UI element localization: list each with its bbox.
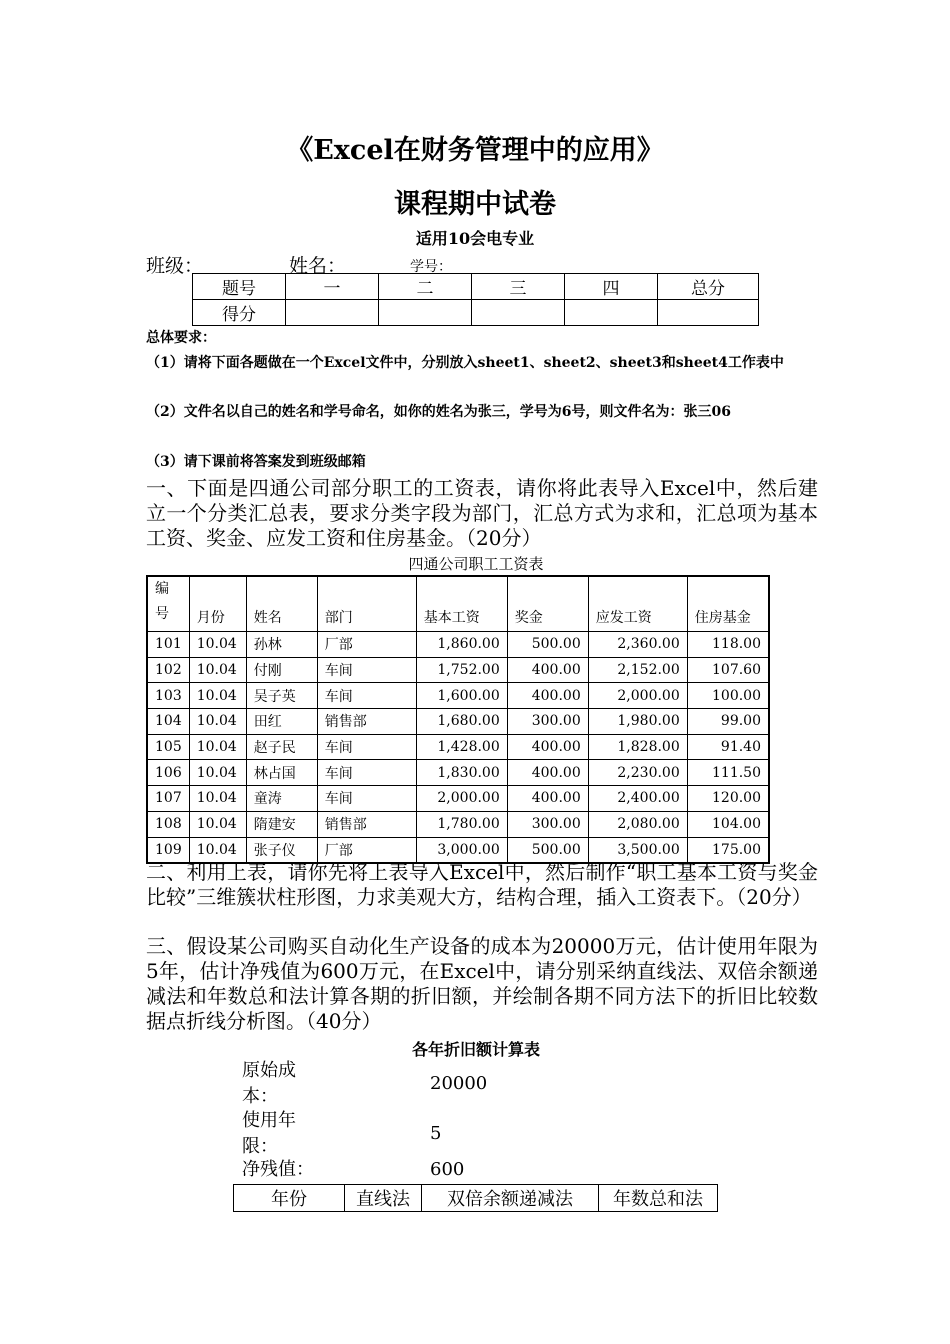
gross-pay-cell: 2,360.00 <box>588 632 687 658</box>
department-cell: 车间 <box>317 657 416 683</box>
header-cell: 年份 <box>234 1185 345 1212</box>
header-cell: 直线法 <box>345 1185 422 1212</box>
applicability-note: 适用10会电专业 <box>415 229 535 248</box>
original-cost-value: 20000 <box>430 1073 488 1094</box>
department-cell: 车间 <box>317 683 416 709</box>
month-cell: 10.04 <box>189 683 246 709</box>
table-row <box>147 683 769 709</box>
housing-fund-cell: 111.50 <box>687 760 769 786</box>
requirement-item: （2）文件名以自己的姓名和学号命名，如你的姓名为张三，学号为6号，则文件名为：张三06 <box>146 404 731 420</box>
gross-pay-cell: 1,828.00 <box>588 734 687 760</box>
bonus-cell: 400.00 <box>507 786 588 812</box>
header-cell: 基本工资 <box>416 576 507 632</box>
housing-fund-cell: 118.00 <box>687 632 769 658</box>
department-cell: 销售部 <box>317 811 416 837</box>
id-cell: 109 <box>147 837 189 863</box>
name-cell: 张子仪 <box>246 837 317 863</box>
name-cell: 赵子民 <box>246 734 317 760</box>
department-cell: 厂部 <box>317 632 416 658</box>
department-cell: 车间 <box>317 760 416 786</box>
score-cell: 一 <box>286 274 379 300</box>
score-value-row <box>193 300 759 326</box>
gross-pay-cell: 2,152.00 <box>588 657 687 683</box>
base-salary-cell: 3,000.00 <box>416 837 507 863</box>
score-header-row <box>193 274 759 300</box>
original-cost-label: 原始成本： <box>242 1060 296 1107</box>
useful-life-label: 使用年限： <box>242 1110 296 1157</box>
id-cell: 102 <box>147 657 189 683</box>
header-cell: 年数总和法 <box>599 1185 718 1212</box>
wage-table-caption: 四通公司职工工资表 <box>408 555 544 573</box>
bonus-cell: 400.00 <box>507 760 588 786</box>
base-salary-cell: 1,428.00 <box>416 734 507 760</box>
score-row-label: 得分 <box>193 300 286 326</box>
name-label: 姓名： <box>289 255 347 277</box>
month-cell: 10.04 <box>189 837 246 863</box>
bonus-cell: 400.00 <box>507 657 588 683</box>
score-blank <box>658 300 759 326</box>
month-cell: 10.04 <box>189 734 246 760</box>
name-cell: 隋建安 <box>246 811 317 837</box>
depreciation-table <box>233 1184 718 1212</box>
id-cell: 106 <box>147 760 189 786</box>
score-blank <box>379 300 472 326</box>
month-cell: 10.04 <box>189 709 246 735</box>
table-row <box>147 734 769 760</box>
wage-table-header-row <box>147 576 769 632</box>
name-cell: 童涛 <box>246 786 317 812</box>
question-1: 一、下面是四通公司部分职工的工资表，请你将此表导入Excel中，然后建立一个分类汇总表，要求分类字段为部门，汇总方式为求和，汇总项为基本工资、奖金、应发工资和住房基金。（20分） <box>146 476 818 550</box>
document-subtitle: 课程期中试卷 <box>394 189 556 220</box>
bonus-cell: 400.00 <box>507 734 588 760</box>
gross-pay-cell: 1,980.00 <box>588 709 687 735</box>
header-cell: 姓名 <box>246 576 317 632</box>
document-title: 《Excel在财务管理中的应用》 <box>286 135 664 166</box>
housing-fund-cell: 99.00 <box>687 709 769 735</box>
base-salary-cell: 1,780.00 <box>416 811 507 837</box>
housing-fund-cell: 100.00 <box>687 683 769 709</box>
month-cell: 10.04 <box>189 760 246 786</box>
department-cell: 车间 <box>317 786 416 812</box>
header-cell: 月份 <box>189 576 246 632</box>
requirements-heading: 总体要求： <box>146 330 216 346</box>
table-row <box>147 760 769 786</box>
salvage-value: 600 <box>430 1159 465 1180</box>
department-cell: 车间 <box>317 734 416 760</box>
bonus-cell: 500.00 <box>507 837 588 863</box>
wage-table <box>146 575 770 864</box>
question-2: 二、利用上表，请你先将上表导入Excel中，然后制作“职工基本工资与奖金比较”三维簇状柱形图，力求美观大方，结构合理，插入工资表下。（20分） <box>146 860 818 909</box>
bonus-cell: 300.00 <box>507 709 588 735</box>
bonus-cell: 500.00 <box>507 632 588 658</box>
bonus-cell: 400.00 <box>507 683 588 709</box>
base-salary-cell: 1,830.00 <box>416 760 507 786</box>
score-cell: 三 <box>472 274 565 300</box>
depreciation-header-row <box>234 1185 718 1212</box>
month-cell: 10.04 <box>189 786 246 812</box>
score-cell: 二 <box>379 274 472 300</box>
id-cell: 105 <box>147 734 189 760</box>
score-blank <box>565 300 658 326</box>
score-blank <box>472 300 565 326</box>
class-label: 班级： <box>146 255 204 277</box>
useful-life-value: 5 <box>430 1123 442 1144</box>
housing-fund-cell: 120.00 <box>687 786 769 812</box>
table-row <box>147 709 769 735</box>
student-id-label: 学号： <box>410 259 452 275</box>
housing-fund-cell: 107.60 <box>687 657 769 683</box>
gross-pay-cell: 2,000.00 <box>588 683 687 709</box>
department-cell: 销售部 <box>317 709 416 735</box>
header-cell: 住房基金 <box>687 576 769 632</box>
name-cell: 田红 <box>246 709 317 735</box>
id-cell: 101 <box>147 632 189 658</box>
table-row <box>147 786 769 812</box>
housing-fund-cell: 175.00 <box>687 837 769 863</box>
gross-pay-cell: 2,080.00 <box>588 811 687 837</box>
header-cell: 应发工资 <box>588 576 687 632</box>
month-cell: 10.04 <box>189 811 246 837</box>
base-salary-cell: 1,680.00 <box>416 709 507 735</box>
depreciation-caption: 各年折旧额计算表 <box>411 1040 540 1059</box>
table-row <box>147 811 769 837</box>
name-cell: 付刚 <box>246 657 317 683</box>
score-cell: 总分 <box>658 274 759 300</box>
gross-pay-cell: 3,500.00 <box>588 837 687 863</box>
month-cell: 10.04 <box>189 657 246 683</box>
header-cell: 双倍余额递减法 <box>422 1185 599 1212</box>
base-salary-cell: 1,752.00 <box>416 657 507 683</box>
housing-fund-cell: 104.00 <box>687 811 769 837</box>
housing-fund-cell: 91.40 <box>687 734 769 760</box>
base-salary-cell: 1,860.00 <box>416 632 507 658</box>
name-cell: 林占国 <box>246 760 317 786</box>
header-cell: 部门 <box>317 576 416 632</box>
table-row <box>147 657 769 683</box>
header-cell: 编号 <box>147 576 189 632</box>
id-cell: 107 <box>147 786 189 812</box>
requirement-item: （1）请将下面各题做在一个Excel文件中，分别放入sheet1、sheet2、sheet3和sheet4工作表中 <box>146 355 784 371</box>
header-cell: 奖金 <box>507 576 588 632</box>
table-row <box>147 632 769 658</box>
gross-pay-cell: 2,230.00 <box>588 760 687 786</box>
id-cell: 108 <box>147 811 189 837</box>
gross-pay-cell: 2,400.00 <box>588 786 687 812</box>
score-cell: 四 <box>565 274 658 300</box>
bonus-cell: 300.00 <box>507 811 588 837</box>
question-3: 三、假设某公司购买自动化生产设备的成本为20000万元，估计使用年限为5年，估计净残值为600万元，在Excel中，请分别采纳直线法、双倍余额递减法和年数总和法计算各期的折旧额，并绘制各期不同方法下的折旧比较数据点折线分析图。（40分） <box>146 934 818 1033</box>
score-table <box>192 273 759 326</box>
requirement-item: （3）请下课前将答案发到班级邮箱 <box>146 454 366 470</box>
name-cell: 孙林 <box>246 632 317 658</box>
name-cell: 吴子英 <box>246 683 317 709</box>
base-salary-cell: 2,000.00 <box>416 786 507 812</box>
department-cell: 厂部 <box>317 837 416 863</box>
salvage-value-label: 净残值： <box>242 1159 314 1180</box>
id-cell: 103 <box>147 683 189 709</box>
month-cell: 10.04 <box>189 632 246 658</box>
base-salary-cell: 1,600.00 <box>416 683 507 709</box>
score-cell: 题号 <box>193 274 286 300</box>
score-blank <box>286 300 379 326</box>
id-cell: 104 <box>147 709 189 735</box>
